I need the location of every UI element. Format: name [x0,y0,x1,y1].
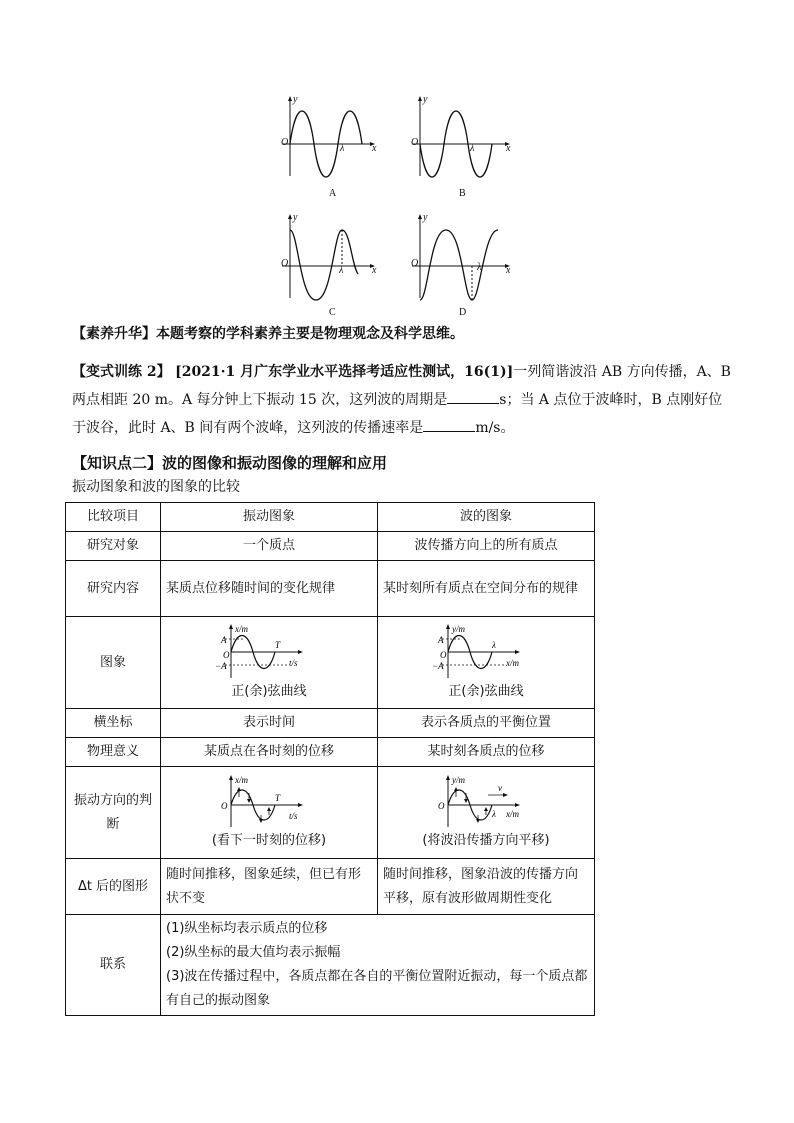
graph-c-x: x [372,265,377,276]
graph-b-lambda: λ [470,143,475,154]
graph-d-origin: O [411,258,419,269]
relation-item-1: (1)纵坐标均表示质点的位移 [166,921,328,936]
graph-a-label: A [329,188,337,199]
speed-blank[interactable] [423,417,475,432]
table-row [66,617,595,709]
graph-a-y: y [293,94,298,105]
vib-y-label: x/m [235,623,248,634]
wave-neg-amp: −A [432,660,444,671]
row-label: 物理意义 [66,738,161,767]
table-row [66,561,595,617]
relation-cell [161,915,595,1016]
vib-dir-period: T [275,792,281,803]
table-row [66,859,595,915]
literacy-text: 本题考察的学科素养主要是物理观念及科学思维。 [156,326,464,342]
vib-direction-caption: (看下一时刻的位移) [211,832,327,848]
vib-period: T [275,639,281,650]
table-row [66,709,595,738]
exercise-part1: 一列简谐波沿 AB 方向传播，A、B 两点相距 20 m。A 每分钟上下振动 15 次，这列波的周期是 [72,364,731,408]
wave-y-label: y/m [452,623,465,634]
row-label: 研究对象 [66,532,161,561]
table-row [66,532,595,561]
vib-x-label: t/s [289,657,298,668]
row-label: 研究内容 [66,561,161,617]
wave-lambda: λ [492,639,496,650]
vib-dir-origin: O [221,800,228,811]
vib-dir-y-label: x/m [235,774,248,785]
exercise-paragraph [72,358,732,442]
wave-direction-caption: (将波沿传播方向平移) [422,832,550,848]
vibration-graph [209,622,329,680]
row-cell: 某质点在各时刻的位移 [161,738,378,767]
exercise-source: [2021·1 月广东学业水平选择考适应性测试，16(1)] [175,364,514,380]
table-row [66,738,595,767]
graph-b-x: x [506,143,511,154]
row-cell: 随时间推移，图象沿波的传播方向平移，原有波形做周期性变化 [378,859,595,915]
row-label: 图象 [66,617,161,709]
graph-b-label: B [459,188,466,199]
wave-dir-origin: O [438,800,445,811]
vib-direction-cell [161,767,378,859]
exercise-tag: 【变式训练 2】 [72,364,171,380]
literacy-paragraph [72,320,732,348]
vib-amp: A [221,634,227,645]
wave-graph-cell [378,617,595,709]
option-graph-a [278,92,378,182]
row-label: 横坐标 [66,709,161,738]
header-item: 比较项目 [66,503,161,532]
vib-origin: O [223,649,230,660]
wave-graph [426,622,546,680]
relation-item-3: (3)波在传播过程中，各质点都在各自的平衡位置附近振动，每一个质点都有自己的振动图象 [166,969,588,1008]
row-cell: 随时间推移，图象延续，但已有形状不变 [161,859,378,915]
exercise-part2: s；当 A 点位于波峰时，B 点刚好位于波谷，此时 A、B 间有两个波峰，这列波的传播速率是 [72,392,723,436]
wave-origin: O [440,649,447,660]
literacy-tag: 【素养升华】 [72,326,156,342]
graph-d-lambda: λ [477,262,482,273]
relation-item-2: (2)纵坐标的最大值均表示振幅 [166,945,341,960]
row-cell: 某时刻各质点的位移 [378,738,595,767]
wave-dir-y-label: y/m [452,774,465,785]
row-cell: 一个质点 [161,532,378,561]
section-subtitle: 振动图象和波的图象的比较 [72,479,240,495]
option-graph-b [408,92,513,182]
wave-x-label: x/m [506,657,519,668]
graph-b-y: y [423,94,428,105]
vib-dir-x-label: t/s [289,810,298,821]
row-label: 联系 [66,915,161,1016]
vibration-direction-graph [209,773,329,829]
graph-a-lambda: λ [340,143,345,154]
wave-direction-cell [378,767,595,859]
wave-direction-graph [426,773,546,829]
row-label: 振动方向的判断 [66,767,161,859]
section-title: 【知识点二】波的图像和振动图像的理解和应用 [72,454,388,472]
row-cell: 表示时间 [161,709,378,738]
option-graph-d [408,210,513,302]
exercise-part3: m/s。 [475,420,515,436]
row-cell: 表示各质点的平衡位置 [378,709,595,738]
row-cell: 某时刻所有质点在空间分布的规律 [378,561,595,617]
graph-a-x: x [372,143,377,154]
graph-c-label: C [329,307,336,318]
row-label: Δt 后的图形 [66,859,161,915]
option-graph-c [278,210,378,302]
graph-a-origin: O [281,137,289,148]
graph-c-origin: O [281,258,289,269]
row-cell: 波传播方向上的所有质点 [378,532,595,561]
table-row [66,767,595,859]
wave-dir-velocity: v [498,782,502,793]
graph-d-label: D [459,307,467,318]
wave-dir-lambda: λ [492,808,496,819]
wave-amp: A [438,634,444,645]
graph-c-lambda: λ [339,265,344,276]
vib-neg-amp: −A [215,660,227,671]
table-row [66,915,595,1016]
header-wave: 波的图象 [378,503,595,532]
comparison-table [65,502,595,1016]
graph-d-x: x [506,265,511,276]
vibration-graph-caption: 正(余)弦曲线 [231,683,307,699]
graph-d-y: y [423,212,428,223]
period-blank[interactable] [447,389,499,404]
header-vibration: 振动图象 [161,503,378,532]
wave-graph-caption: 正(余)弦曲线 [448,683,524,699]
table-header-row [66,503,595,532]
graph-c-y: y [293,212,298,223]
graph-b-origin: O [411,137,419,148]
wave-dir-x-label: x/m [506,808,519,819]
vibration-graph-cell [161,617,378,709]
row-cell: 某质点位移随时间的变化规律 [161,561,378,617]
